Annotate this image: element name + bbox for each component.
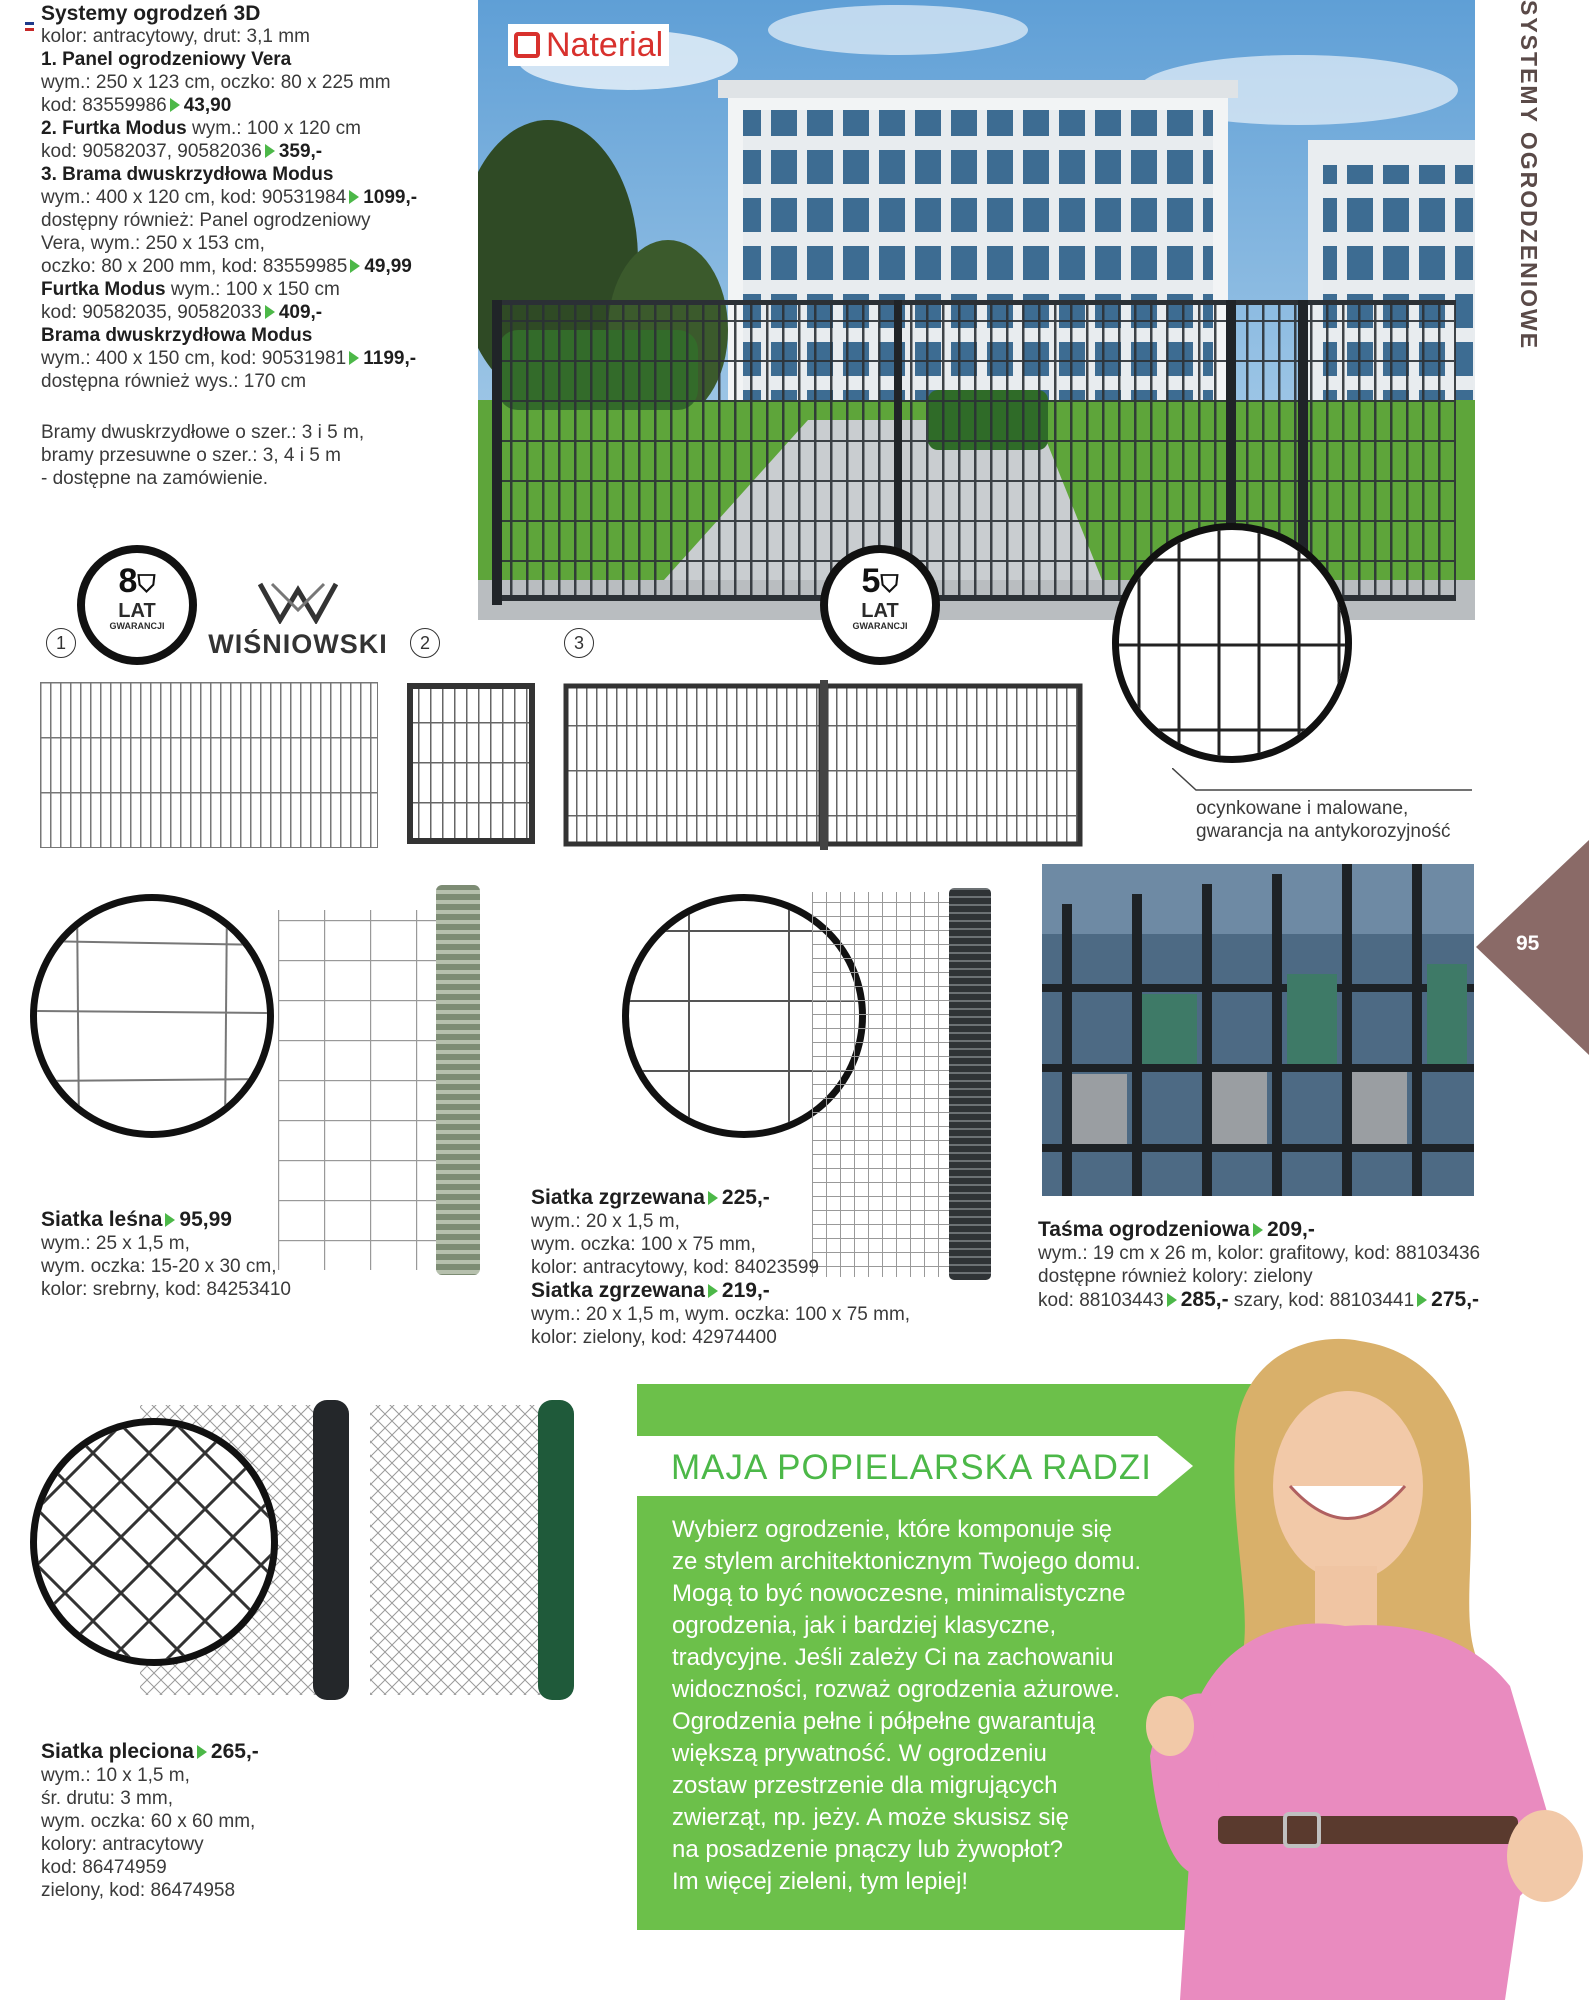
furtka2-code: kod: 90582035, 90582033 [41,302,262,323]
advice-line: ze stylem architektonicznym Twojego domu. [672,1548,1142,1575]
forest-mesh-price: 95,99 [179,1208,232,1231]
naterial-logo [508,24,669,66]
naterial-brand: Naterial [546,25,664,64]
fence-panel-drawing [40,682,378,848]
welded-mesh-line2: wym. oczka: 100 x 75 mm, [531,1234,756,1255]
advice-title: MAJA POPIELARSKA RADZI [671,1448,1153,1487]
price-arrow-icon [349,351,359,365]
badge5-lat: LAT [861,600,899,622]
welded-mesh-info [531,1186,910,1349]
advice-line: Im więcej zieleni, tym lepiej! [672,1868,969,1895]
forest-mesh-closeup-drawing [37,901,267,1131]
section-heading: Systemy ogrodzeń 3D [41,2,261,25]
advice-line: tradycyjne. Jeśli zależy Ci na zachowaniu [672,1644,1114,1671]
forest-mesh-line1: wym.: 25 x 1,5 m, [41,1233,190,1254]
chain-link-line1: wym.: 10 x 1,5 m, [41,1765,190,1786]
panel-mesh-closeup-drawing [1119,530,1345,756]
coating-line1: ocynkowane i malowane, [1196,798,1409,819]
chain-link-line5: kod: 86474959 [41,1857,167,1878]
fence-tape-line1: wym.: 19 cm x 26 m, kolor: grafitowy, kod: 88103436 [1038,1243,1481,1264]
page-number: 95 [1516,932,1540,955]
vera-price: 49,99 [364,256,412,277]
item1-price: 43,90 [183,95,232,116]
welded-mesh-green-price: 219,- [721,1279,770,1302]
note-line1: Bramy dwuskrzydłowe o szer.: 3 i 5 m, [41,422,365,443]
forest-mesh-line3: kolor: srebrny, kod: 84253410 [41,1279,291,1300]
badge8-gw: GWARANCJI [109,621,165,631]
price-arrow-icon [349,190,359,204]
wisniowski-logo-icon [258,580,338,624]
product-number-3: 3 [564,628,594,658]
flag-icon [25,22,34,31]
chain-link-line6: zielony, kod: 86474958 [41,1880,236,1901]
chain-link-line4: kolory: antracytowy [41,1834,204,1855]
system-subtitle: kolor: antracytowy, drut: 3,1 mm [41,26,310,47]
brama2-price: 1199,- [363,348,417,369]
item2-price: 359,- [278,141,323,162]
advice-line: zwierząt, np. jeży. A może skusisz się [672,1804,1070,1831]
welded-mesh-line5: kolor: zielony, kod: 42974400 [531,1327,777,1348]
hero-photo [478,0,1475,620]
fence-tape-code-green: kod: 88103443 [1038,1290,1164,1311]
fence-tape-price-grey: 275,- [1431,1288,1480,1311]
item1-name: 1. Panel ogrodzeniowy Vera [41,49,292,70]
advice-line: na posadzenie pnączy lub żywopłot? [672,1836,1063,1863]
double-gate-drawing [556,680,1090,850]
price-arrow-icon [1253,1223,1263,1237]
chain-link-info [41,1740,259,1902]
welded-mesh-name: Siatka zgrzewana [531,1186,705,1209]
price-arrow-icon [165,1213,175,1227]
fence-tape-drawing [1042,864,1474,1196]
chain-link-line3: wym. oczka: 60 x 60 mm, [41,1811,256,1832]
forest-mesh-roll-drawing [278,880,488,1280]
price-arrow-icon [265,144,275,158]
item2-name: 2. Furtka Modus [41,118,187,139]
forest-mesh-info [41,1208,291,1301]
vera-line2: Vera, wym.: 250 x 153 cm, [41,233,265,254]
product-number-2: 2 [410,628,440,658]
chain-link-closeup [30,1418,278,1666]
item3-price: 1099,- [363,187,418,208]
price-arrow-icon [170,98,180,112]
expert-portrait [1140,1336,1589,2000]
item1-code: kod: 83559986 [41,95,167,116]
advice-line: Ogrodzenia pełne i półpełne gwarantują [672,1708,1095,1735]
fence-tape-price: 209,- [1266,1218,1315,1241]
item3-dims: wym.: 400 x 120 cm, kod: 90531984 [41,187,347,208]
coating-line2: gwarancja na antykorozyjność [1196,821,1451,842]
brama2-extra: dostępna również wys.: 170 cm [41,371,307,392]
advice-line: widoczności, rozważ ogrodzenia ażurowe. [672,1676,1121,1703]
badge5-years: 5 [861,562,881,600]
welded-mesh-line1: wym.: 20 x 1,5 m, [531,1211,680,1232]
chain-link-price: 265,- [210,1740,259,1763]
advice-line: większą prywatność. W ogrodzeniu [672,1740,1047,1767]
page-number-tab [1476,840,1589,1055]
advice-line: Mogą to być nowoczesne, minimalistyczne [672,1580,1126,1607]
fence-tape-info [1038,1218,1480,1312]
fence-panel-image [40,682,378,848]
price-arrow-icon [1417,1293,1427,1307]
advice-line: ogrodzenia, jak i bardziej klasyczne, [672,1612,1057,1639]
fence-tape-photo [1042,864,1474,1196]
product-number-1: 1 [46,628,76,658]
forest-mesh-roll [278,880,488,1280]
warranty-badge-5 [820,545,940,665]
gate-modus-drawing [406,682,536,845]
forest-mesh-name: Siatka leśna [41,1208,163,1231]
wisniowski-logo [198,580,398,660]
price-arrow-icon [708,1284,718,1298]
item2-dims: wym.: 100 x 120 cm [186,118,361,139]
brama2-name: Brama dwuskrzydłowa Modus [41,325,313,346]
forest-mesh-line2: wym. oczka: 15-20 x 30 cm, [41,1256,277,1277]
expert-portrait-drawing [1140,1336,1589,2000]
badge5-gw: GWARANCJI [852,621,908,631]
sidebar-section-title: SYSTEMY OGRODZENIOWE [1516,0,1542,351]
forest-mesh-closeup [30,894,274,1138]
price-arrow-icon [350,259,360,273]
naterial-logo-icon [514,32,540,58]
advice-text [672,1514,1192,1898]
item1-dims: wym.: 250 x 123 cm, oczko: 80 x 225 mm [41,72,391,93]
price-arrow-icon [1167,1293,1177,1307]
furtka2-price: 409,- [278,302,323,323]
badge8-lat: LAT [118,600,156,622]
advice-line: Wybierz ogrodzenie, które komponuje się [672,1516,1113,1543]
furtka2-name: Furtka Modus [41,279,166,300]
double-gate-image [556,680,1090,850]
note-line2: bramy przesuwne o szer.: 3, 4 i 5 m [41,445,341,466]
coating-callout-line [1172,768,1472,798]
chain-link-line2: śr. drutu: 3 mm, [41,1788,173,1809]
fence-tape-name: Taśma ogrodzeniowa [1038,1218,1250,1241]
price-arrow-icon [265,305,275,319]
panel-mesh-closeup [1112,523,1352,763]
item3-name: 3. Brama dwuskrzydłowa Modus [41,164,334,185]
note-line3: - dostępne na zamówienie. [41,468,269,489]
furtka2-dims: wym.: 100 x 150 cm [165,279,340,300]
warranty-badge-8 [77,545,197,665]
gate-modus-image [406,682,536,845]
chain-link-closeup-drawing [37,1425,271,1659]
shield-check-icon: ⛉ [880,571,899,598]
welded-mesh-line3: kolor: antracytowy, kod: 84023599 [531,1257,819,1278]
fence-tape-line2: dostępne również kolory: zielony [1038,1266,1313,1287]
fence-system-info [41,2,451,490]
advice-title-banner [637,1436,1197,1496]
badge8-years: 8 [118,562,138,600]
welded-mesh-price: 225,- [721,1186,770,1209]
vera-line3: oczko: 80 x 200 mm, kod: 83559985 [41,256,348,277]
shield-check-icon: ⛉ [137,571,156,598]
fence-tape-code-grey: szary, kod: 88103441 [1228,1290,1415,1311]
wisniowski-brand: WIŚNIOWSKI [208,629,388,659]
welded-mesh-line4: wym.: 20 x 1,5 m, wym. oczka: 100 x 75 mm, [531,1304,911,1325]
fence-tape-price-green: 285,- [1180,1288,1229,1311]
coating-note [1196,797,1451,843]
welded-mesh-green-name: Siatka zgrzewana [531,1279,705,1302]
chain-link-name: Siatka pleciona [41,1740,194,1763]
brama2-dims: wym.: 400 x 150 cm, kod: 90531981 [41,348,347,369]
building-with-gate-illustration [478,0,1475,620]
price-arrow-icon [708,1191,718,1205]
item2-code: kod: 90582037, 90582036 [41,141,262,162]
price-arrow-icon [197,1745,207,1759]
vera-line1: dostępny również: Panel ogrodzeniowy [41,210,371,231]
advice-line: zostaw przestrzenie dla migrujących [672,1772,1058,1799]
